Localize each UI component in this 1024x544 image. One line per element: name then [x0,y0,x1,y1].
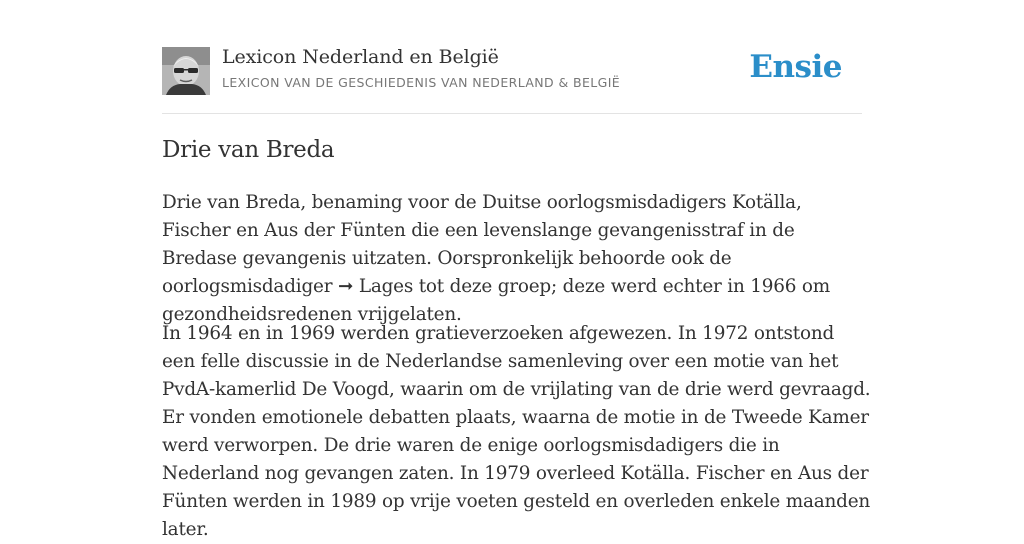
article-paragraph-2: In 1964 en in 1969 werden gratieverzoeken afgewezen. In 1972 ontstond een felle discussie in de Nederlandse samenleving over een motie van het PvdA-kamerlid De Voogd, waarin om de vrijlating van de drie werd gevraagd. Er vonden emotionele debatten plaats, waarna de motie in de Tweede Kamer werd verworpen. De drie waren de enige oorlogsmisdadigers die in Nederland nog gevangen zaten. In 1979 overleed Kotälla. Fischer en Aus der Fünten werden in 1989 op vrije voeten gesteld en overleden enkele maanden later. [162,323,871,540]
ensie-logo[interactable]: Ensie [749,49,842,85]
paragraph-1-text-before: Drie van Breda, benaming voor de Duitse oorlogsmisdadigers Kotälla, Fischer en Aus der Fünten die een levenslange gevangenisstraf in de Bredase gevangenis uitzaten. Oorspronkelijk behoorde ook de oorlogsmisdadiger [162,192,802,297]
source-name[interactable]: Lexicon Nederland en België [222,46,499,68]
paragraph-1-text-after: tot deze groep; deze werd echter in 1966 om gezondheidsredenen vrijgelaten. [162,276,831,325]
header-divider [162,113,862,114]
avatar[interactable] [162,47,210,95]
article-title: Drie van Breda [162,137,335,163]
reference-arrow-icon[interactable]: ➞ [337,276,354,297]
author-portrait-icon [162,47,210,95]
source-subtitle: LEXICON VAN DE GESCHIEDENIS VAN NEDERLAND & BELGIË [222,75,621,90]
lages-reference-link[interactable]: Lages [353,276,414,297]
article-paragraph-1 [162,189,872,329]
source-header [162,46,862,96]
